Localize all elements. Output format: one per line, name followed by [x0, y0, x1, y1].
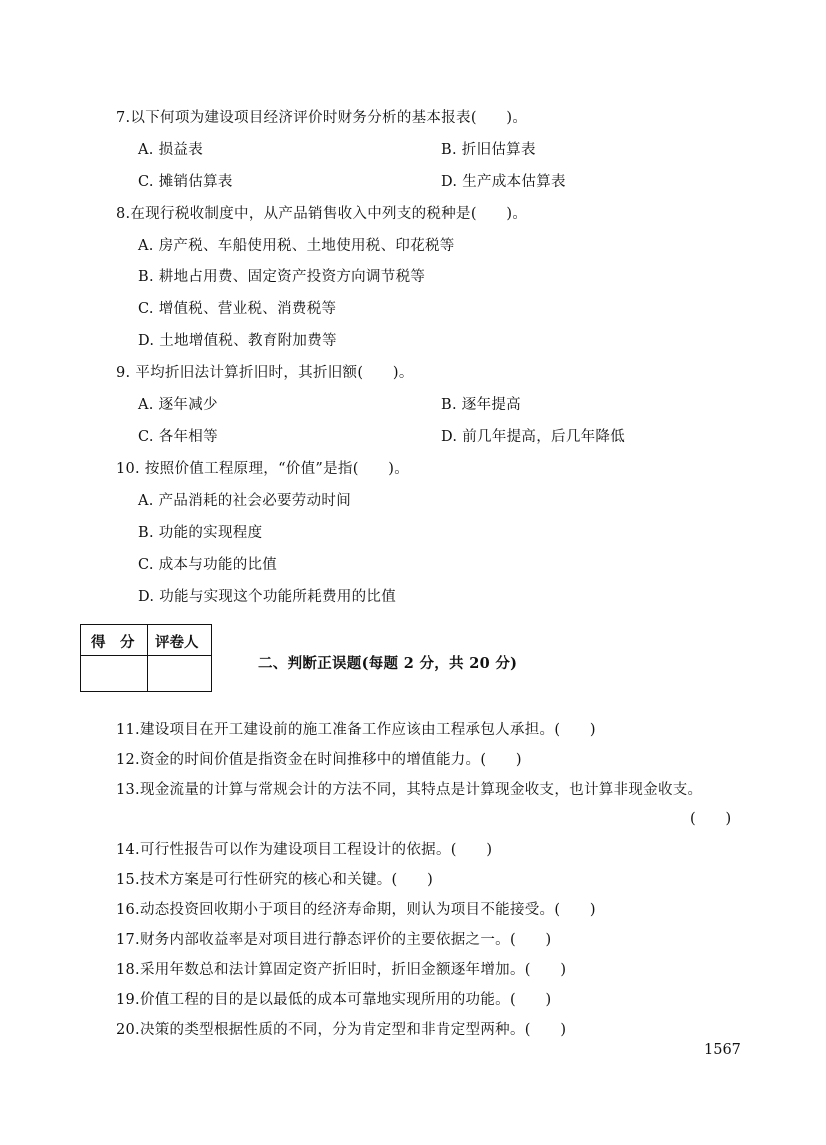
option-7c: C. 摊销估算表 — [138, 174, 233, 190]
section-title: 二、判断正误题(每题 2 分，共 20 分) — [258, 655, 518, 672]
question-19: 19.价值工程的目的是以最低的成本可靠地实现所用的功能。( ) — [116, 992, 552, 1008]
question-9: 9. 平均折旧法计算折旧时，其折旧额( )。 — [116, 365, 414, 381]
grader-label: 评卷人 — [155, 634, 199, 651]
option-10c: C. 成本与功能的比值 — [138, 557, 278, 573]
option-10b: B. 功能的实现程度 — [138, 525, 263, 541]
option-8c: C. 增值税、营业税、消费税等 — [138, 301, 337, 317]
question-17: 17.财务内部收益率是对项目进行静态评价的主要依据之一。( ) — [116, 932, 552, 948]
score-table-divider — [147, 625, 148, 691]
question-12: 12.资金的时间价值是指资金在时间推移中的增值能力。( ) — [116, 752, 522, 768]
option-7d: D. 生产成本估算表 — [441, 174, 566, 190]
question-11: 11.建设项目在开工建设前的施工准备工作应该由工程承包人承担。( ) — [116, 722, 596, 738]
option-10a: A. 产品消耗的社会必要劳动时间 — [138, 493, 351, 509]
question-8: 8.在现行税收制度中，从产品销售收入中列支的税种是( )。 — [116, 206, 528, 222]
option-9a: A. 逐年减少 — [138, 397, 218, 413]
score-label: 得 分 — [91, 634, 135, 651]
question-10: 10. 按照价值工程原理，“价值”是指( )。 — [116, 461, 410, 477]
question-13-bracket: ( ) — [690, 811, 732, 827]
option-9d: D. 前几年提高，后几年降低 — [441, 429, 626, 445]
question-15: 15.技术方案是可行性研究的核心和关键。( ) — [116, 872, 434, 888]
question-18: 18.采用年数总和法计算固定资产折旧时，折旧金额逐年增加。( ) — [116, 962, 567, 978]
option-8a: A. 房产税、车船使用税、土地使用税、印花税等 — [138, 238, 455, 254]
score-table — [80, 624, 212, 692]
option-8d: D. 土地增值税、教育附加费等 — [138, 333, 337, 349]
question-16: 16.动态投资回收期小于项目的经济寿命期，则认为项目不能接受。( ) — [116, 902, 596, 918]
option-10d: D. 功能与实现这个功能所耗费用的比值 — [138, 589, 397, 605]
option-9c: C. 各年相等 — [138, 429, 218, 445]
question-14: 14.可行性报告可以作为建设项目工程设计的依据。( ) — [116, 842, 493, 858]
option-8b: B. 耕地占用费、固定资产投资方向调节税等 — [138, 269, 426, 285]
option-7b: B. 折旧估算表 — [441, 142, 536, 158]
option-9b: B. 逐年提高 — [441, 397, 521, 413]
question-20: 20.决策的类型根据性质的不同，分为肯定型和非肯定型两种。( ) — [116, 1022, 567, 1038]
question-7: 7.以下何项为建设项目经济评价时财务分析的基本报表( )。 — [116, 110, 528, 126]
page-number: 1567 — [704, 1042, 741, 1058]
question-13: 13.现金流量的计算与常规会计的方法不同，其特点是计算现金收支，也计算非现金收支。 — [116, 782, 703, 798]
option-7a: A. 损益表 — [138, 142, 203, 158]
